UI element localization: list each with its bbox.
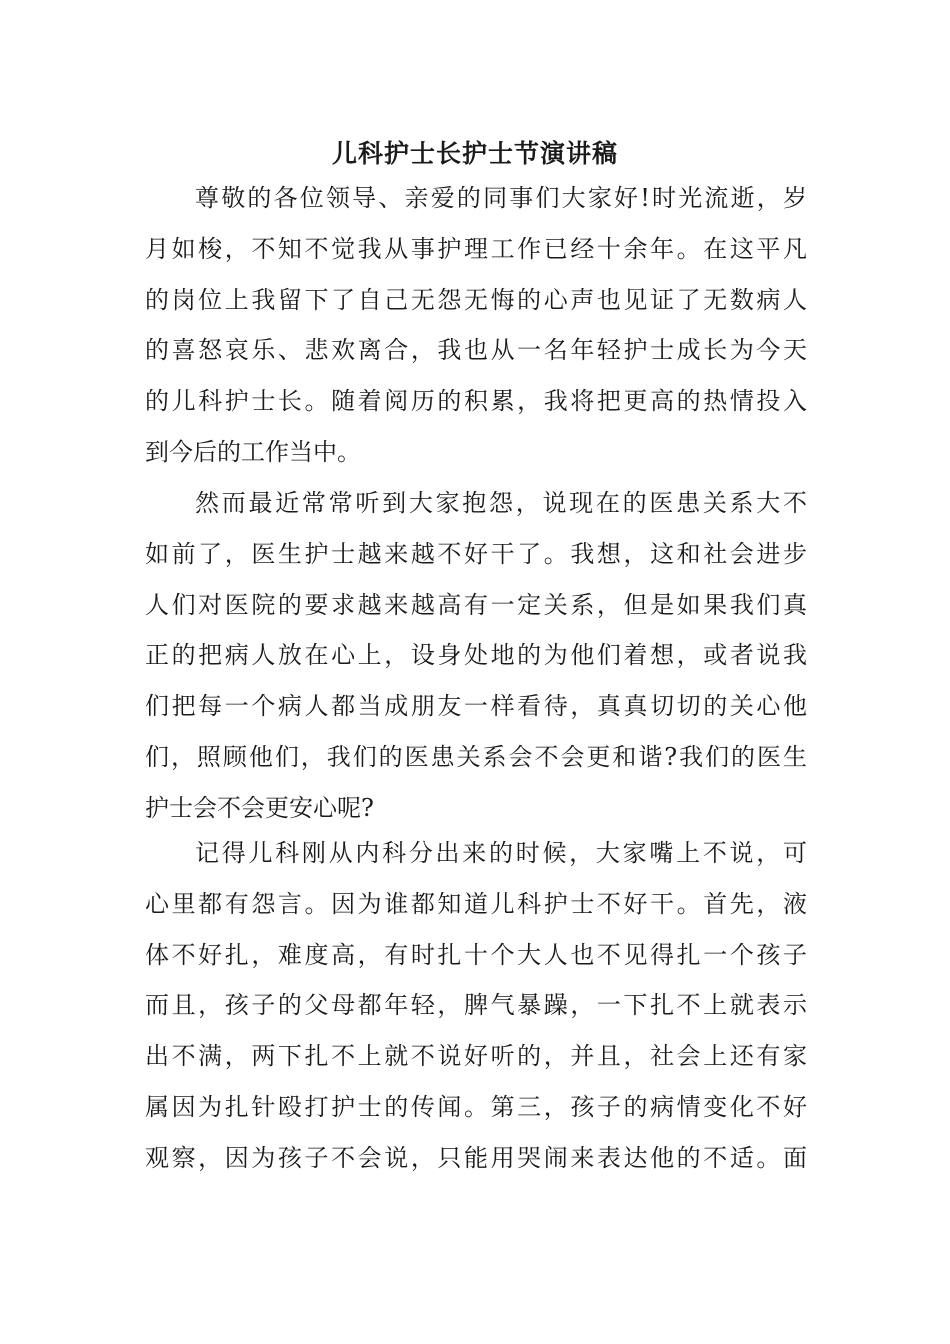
text-line: 心里都有怨言。因为谁都知道儿科护士不好干。首先，液 [145, 889, 807, 918]
text-line: 正的把病人放在心上，设身处地的为他们着想，或者说我 [145, 641, 807, 670]
text-line: 体不好扎，难度高，有时扎十个大人也不见得扎一个孩子 [145, 940, 807, 969]
paragraph-2 [145, 478, 807, 834]
text-line: 月如梭，不知不觉我从事护理工作已经十余年。在这平凡 [145, 234, 807, 263]
text-line: 们，照顾他们，我们的医患关系会不会更和谐?我们的医生 [145, 742, 807, 771]
text-line: 出不满，两下扎不上就不说好听的，并且，社会上还有家 [145, 1042, 807, 1071]
text-line: 到今后的工作当中。 [145, 437, 361, 466]
document-title: 儿科护士长护士节演讲稿 [331, 139, 618, 168]
text-line: 的岗位上我留下了自己无怨无悔的心声也见证了无数病人 [145, 285, 807, 314]
text-line: 属因为扎针殴打护士的传闻。第三，孩子的病情变化不好 [145, 1092, 807, 1121]
text-line: 然而最近常常听到大家抱怨，说现在的医患关系大不 [195, 489, 807, 517]
text-line: 尊敬的各位领导、亲爱的同事们大家好!时光流逝，岁 [195, 184, 807, 212]
text-line: 观察，因为孩子不会说，只能用哭闹来表达他的不适。面 [145, 1143, 807, 1172]
paragraph-1 [145, 173, 807, 478]
text-line: 的儿科护士长。随着阅历的积累，我将把更高的热情投入 [145, 387, 807, 416]
text-line: 记得儿科刚从内科分出来的时候，大家嘴上不说，可 [195, 839, 807, 867]
text-line: 人们对医院的要求越来越高有一定关系，但是如果我们真 [145, 590, 807, 619]
text-line: 们把每一个病人都当成朋友一样看待，真真切切的关心他 [145, 692, 807, 721]
text-line: 如前了，医生护士越来越不好干了。我想，这和社会进步 [145, 539, 807, 568]
text-line: 护士会不会更安心呢? [145, 793, 374, 822]
text-line: 而且，孩子的父母都年轻，脾气暴躁，一下扎不上就表示 [145, 991, 807, 1020]
text-line: 的喜怒哀乐、悲欢离合，我也从一名年轻护士成长为今天 [145, 336, 807, 365]
paragraph-3 [145, 828, 807, 1184]
